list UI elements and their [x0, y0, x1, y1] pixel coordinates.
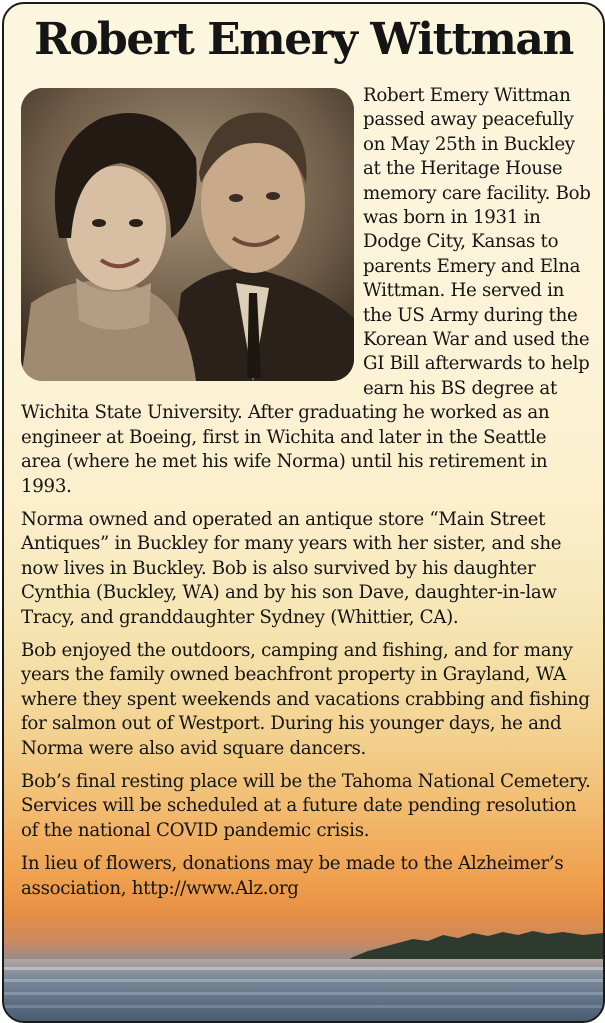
wave-line — [4, 1005, 603, 1008]
wave-line — [4, 992, 603, 995]
sunset-sea — [4, 959, 603, 1021]
paragraph-resting-place: Bob’s final resting place will be the Tahoma National Cemetery. Services will be scheduled at a future date pending resolution of the national COVID pandemic crisis. — [21, 770, 591, 841]
obituary-body — [21, 84, 591, 910]
paragraph-family: Norma owned and operated an antique store “Main Street Antiques” in Buckley for many years with her sister, and she now lives in Buckley. Bob is also survived by his daughter Cynthia (Buckley, WA) and by his son Dave, daughter-in-law Tracy, and granddaughter Sydney (Whittier, CA). — [21, 508, 562, 628]
wave-line — [4, 979, 603, 982]
paragraph-hobbies: Bob enjoyed the outdoors, camping and fishing, and for many years the family owned beachfront property in Grayland, WA where they spent weekends and vacations crabbing and fishing for salmon out of Westport. During his younger days, he and Norma were also avid square dancers. — [21, 639, 590, 759]
paragraph-donations: In lieu of flowers, donations may be made to the Alzheimer’s association, http://www.Alz.org — [21, 853, 564, 899]
obituary-card — [2, 2, 605, 1023]
obituary-title: Robert Emery Wittman — [34, 14, 573, 65]
photo-spacer — [21, 84, 363, 380]
wave-line — [4, 967, 603, 970]
treeline-silhouette — [343, 929, 603, 963]
paragraph-biography: Robert Emery Wittman passed away peacefully on May 25th in Buckley at the Heritage House memory care facility. Bob was born in 1931 in Dodge City, Kansas to parents Emery and Elna Wittman. He served in the US Army during the Korean War and used the GI Bill afterwards to help earn his BS degree at Wichita State University. After graduating he worked as an engineer at Boeing, first in Wichita and later in the Seattle area (where he met his wife Norma) until his retirement in 1993. — [21, 85, 591, 497]
